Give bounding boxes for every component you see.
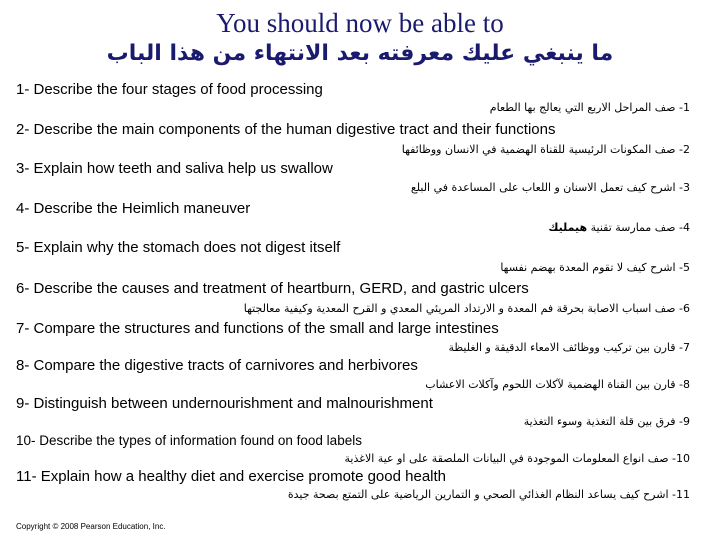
objective-4-arabic bbox=[548, 220, 690, 236]
objective-7-arabic: 7- قارن بين تركيب ووظائف الامعاء الدقيقة و الغليظة bbox=[448, 341, 690, 354]
slide-title-english: You should now be able to bbox=[216, 8, 504, 38]
objective-1-arabic: 1- صف المراحل الاربع التي يعالج بها الطعام bbox=[489, 101, 690, 114]
objective-8-english: 8- Compare the digestive tracts of carnivores and herbivores bbox=[16, 357, 418, 374]
objective-11-english: 11- Explain how a healthy diet and exercise promote good health bbox=[16, 468, 446, 485]
objective-4-arabic-text: 4- صف ممارسة تقنية bbox=[590, 221, 690, 234]
objective-4-arabic-bold: هيمليك bbox=[548, 221, 588, 234]
objective-2-arabic: 2- صف المكونات الرئيسية للقناة الهضمية في الانسان ووظائفها bbox=[401, 143, 690, 156]
objective-4-english: 4- Describe the Heimlich maneuver bbox=[16, 200, 251, 217]
objective-9-english: 9- Distinguish between undernourishment and malnourishment bbox=[16, 395, 433, 412]
objective-7-english: 7- Compare the structures and functions of the small and large intestines bbox=[16, 320, 499, 337]
objective-5-english: 5- Explain why the stomach does not digest itself bbox=[16, 239, 341, 256]
objective-6-arabic: 6- صف اسباب الاصابة بحرقة فم المعدة و الارتداد المريئي المعدي و القرح المعدية وكيفية معالجتها bbox=[243, 302, 690, 315]
objective-10-english: 10- Describe the types of information found on food labels bbox=[16, 433, 362, 448]
objective-5-arabic: 5- اشرح كيف لا تقوم المعدة بهضم نفسها bbox=[500, 261, 690, 274]
objective-8-arabic: 8- قارن بين القناة الهضمية لآكلات اللحوم وآكلات الاعشاب bbox=[425, 378, 690, 391]
objective-9-arabic: 9- فرق بين قلة التغذية وسوء التغذية bbox=[523, 415, 690, 428]
objective-6-english: 6- Describe the causes and treatment of heartburn, GERD, and gastric ulcers bbox=[16, 280, 529, 297]
objective-10-arabic: 10- صف انواع المعلومات الموجودة في البيانات الملصقة على او عية الاغذية bbox=[344, 452, 690, 465]
slide-title-arabic: ما ينبغي عليك معرفته بعد الانتهاء من هذا الباب bbox=[106, 41, 614, 66]
objective-2-english: 2- Describe the main components of the human digestive tract and their functions bbox=[16, 121, 556, 138]
objective-3-arabic: 3- اشرح كيف تعمل الاسنان و اللعاب على المساعدة في البلع bbox=[410, 181, 690, 194]
objective-3-english: 3- Explain how teeth and saliva help us swallow bbox=[16, 160, 333, 177]
objective-1-english: 1- Describe the four stages of food processing bbox=[16, 81, 323, 98]
objective-11-arabic: 11- اشرح كيف يساعد النظام الغذائي الصحي و التمارين الرياضية على التمتع بصحة جيدة bbox=[287, 488, 690, 501]
copyright-notice: Copyright © 2008 Pearson Education, Inc. bbox=[16, 522, 166, 531]
